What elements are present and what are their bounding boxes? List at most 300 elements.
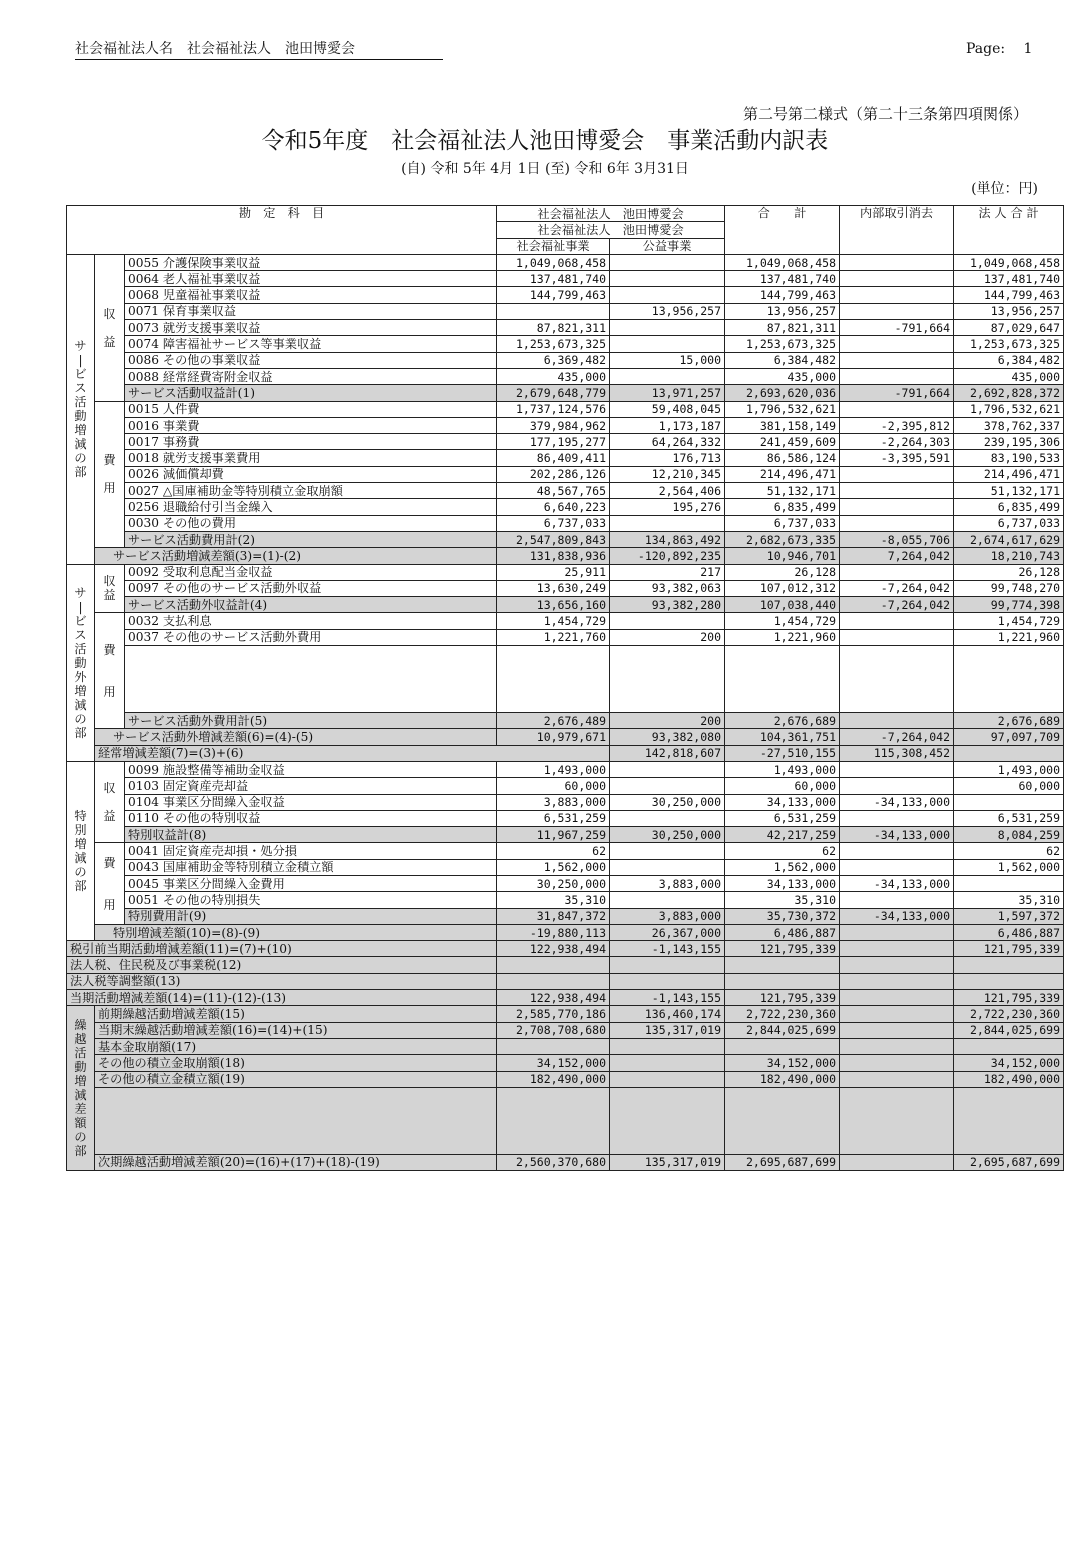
elimination-value bbox=[840, 629, 954, 645]
public-interest-value bbox=[610, 859, 725, 875]
row-label: サービス活動増減差額(3)=(1)-(2) bbox=[95, 548, 497, 564]
total-header: 合 計 bbox=[725, 206, 840, 255]
total-value: 214,496,471 bbox=[725, 466, 840, 482]
total-value: 381,158,149 bbox=[725, 417, 840, 433]
social-welfare-value: 87,821,311 bbox=[497, 320, 610, 336]
elimination-value bbox=[840, 843, 954, 859]
total-value: 87,821,311 bbox=[725, 320, 840, 336]
subsection-income: 収 益 bbox=[95, 761, 125, 842]
table-row bbox=[67, 794, 1064, 810]
total-value: 6,531,259 bbox=[725, 810, 840, 826]
social-welfare-value: 142,818,607 bbox=[610, 745, 725, 761]
subsection-income: 収 益 bbox=[95, 564, 125, 613]
total-value: 86,586,124 bbox=[725, 450, 840, 466]
public-interest-value: 217 bbox=[610, 564, 725, 580]
social-welfare-value: 60,000 bbox=[497, 778, 610, 794]
total-value: 115,308,452 bbox=[840, 745, 954, 761]
corporate-total-value bbox=[954, 1038, 1064, 1054]
public-interest-value bbox=[610, 957, 725, 973]
total-value: 107,038,440 bbox=[725, 597, 840, 613]
public-interest-value bbox=[610, 1071, 725, 1087]
public-interest-value: 176,713 bbox=[610, 450, 725, 466]
corporate-total-value bbox=[954, 875, 1064, 891]
public-interest-value bbox=[610, 778, 725, 794]
public-interest-value bbox=[610, 613, 725, 629]
corporate-total-value: 1,597,372 bbox=[954, 908, 1064, 924]
corporate-total-value: 121,795,339 bbox=[954, 990, 1064, 1006]
table-row bbox=[67, 1055, 1064, 1071]
total-value: 51,132,171 bbox=[725, 483, 840, 499]
elimination-value bbox=[840, 957, 954, 973]
header-row-1 bbox=[67, 206, 1064, 222]
total-value: 34,152,000 bbox=[725, 1055, 840, 1071]
row-label: 0027 △国庫補助金等特別積立金取崩額 bbox=[125, 483, 497, 499]
row-label: 0051 その他の特別損失 bbox=[125, 892, 497, 908]
table-row bbox=[67, 564, 1064, 580]
elimination-value bbox=[840, 713, 954, 729]
total-value: 107,012,312 bbox=[725, 580, 840, 596]
table-row bbox=[67, 434, 1064, 450]
corporate-total-value: 60,000 bbox=[954, 778, 1064, 794]
table-row bbox=[67, 745, 1064, 761]
public-interest-value: 13,956,257 bbox=[610, 303, 725, 319]
elimination-value: -7,264,042 bbox=[840, 597, 954, 613]
corporate-total-header: 法 人 合 計 bbox=[954, 206, 1064, 255]
public-interest-value bbox=[610, 973, 725, 989]
elimination-value bbox=[840, 1055, 954, 1071]
corporate-total-value: 2,722,230,360 bbox=[954, 1006, 1064, 1022]
row-label: 0086 その他の事業収益 bbox=[125, 352, 497, 368]
blank-cell bbox=[95, 1087, 497, 1154]
table-row bbox=[67, 254, 1064, 270]
social-welfare-value: 6,369,482 bbox=[497, 352, 610, 368]
corporate-total-value bbox=[954, 794, 1064, 810]
social-welfare-value: 31,847,372 bbox=[497, 908, 610, 924]
public-interest-value: -1,143,155 bbox=[610, 941, 725, 957]
total-value: 1,796,532,621 bbox=[725, 401, 840, 417]
row-label: 0099 施設整備等補助金収益 bbox=[125, 761, 497, 777]
table-row bbox=[67, 1154, 1064, 1170]
public-interest-value: 30,250,000 bbox=[610, 827, 725, 843]
elimination-value bbox=[840, 761, 954, 777]
row-label: 0068 児童福祉事業収益 bbox=[125, 287, 497, 303]
social-welfare-value bbox=[497, 957, 610, 973]
row-label: 次期繰越活動増減差額(20)=(16)+(17)+(18)-(19) bbox=[95, 1154, 497, 1170]
social-welfare-value bbox=[497, 973, 610, 989]
total-value: 104,361,751 bbox=[725, 729, 840, 745]
table-row bbox=[67, 401, 1064, 417]
table-row bbox=[67, 531, 1064, 547]
public-interest-value bbox=[610, 1055, 725, 1071]
elimination-value bbox=[840, 990, 954, 1006]
elimination-value bbox=[840, 1154, 954, 1170]
public-interest-value: 93,382,080 bbox=[610, 729, 725, 745]
social-welfare-value: 1,562,000 bbox=[497, 859, 610, 875]
row-label: 0018 就労支援事業費用 bbox=[125, 450, 497, 466]
row-label: 0088 経常経費寄附金収益 bbox=[125, 368, 497, 384]
corporate-total-value: 83,190,533 bbox=[954, 450, 1064, 466]
corporate-total-value: 8,084,259 bbox=[954, 827, 1064, 843]
public-interest-value: 59,408,045 bbox=[610, 401, 725, 417]
public-interest-value bbox=[610, 254, 725, 270]
table-row bbox=[67, 843, 1064, 859]
total-value: 34,133,000 bbox=[725, 875, 840, 891]
table-row bbox=[67, 973, 1064, 989]
total-value: 10,946,701 bbox=[725, 548, 840, 564]
elimination-value: -34,133,000 bbox=[840, 827, 954, 843]
corporate-total-value: 182,490,000 bbox=[954, 1071, 1064, 1087]
elimination-value bbox=[840, 1006, 954, 1022]
blank-cell bbox=[954, 646, 1064, 713]
social-welfare-value: 3,883,000 bbox=[497, 794, 610, 810]
social-welfare-value: 1,454,729 bbox=[497, 613, 610, 629]
row-label: 0043 国庫補助金等特別積立金積立額 bbox=[125, 859, 497, 875]
row-label: その他の積立金積立額(19) bbox=[95, 1071, 497, 1087]
table-row bbox=[67, 1071, 1064, 1087]
total-value bbox=[725, 957, 840, 973]
corporate-total-value: 26,128 bbox=[954, 564, 1064, 580]
elimination-value: -791,664 bbox=[840, 385, 954, 401]
elimination-value: -34,133,000 bbox=[840, 875, 954, 891]
corporate-total-value: 99,774,398 bbox=[954, 597, 1064, 613]
row-label: その他の積立金取崩額(18) bbox=[95, 1055, 497, 1071]
table-row bbox=[67, 385, 1064, 401]
elimination-value bbox=[840, 1022, 954, 1038]
elimination-value bbox=[840, 401, 954, 417]
blank-cell bbox=[497, 1087, 610, 1154]
subsection-expense: 費 用 bbox=[95, 843, 125, 924]
table-row bbox=[67, 368, 1064, 384]
row-label: 特別費用計(9) bbox=[125, 908, 497, 924]
blank-cell bbox=[610, 1087, 725, 1154]
total-value: 42,217,259 bbox=[725, 827, 840, 843]
social-welfare-value: 1,737,124,576 bbox=[497, 401, 610, 417]
public-interest-value: 134,863,492 bbox=[610, 531, 725, 547]
corporate-total-value: 99,748,270 bbox=[954, 580, 1064, 596]
row-label: 0041 固定資産売却損・処分損 bbox=[125, 843, 497, 859]
table-row bbox=[67, 271, 1064, 287]
public-interest-value: -27,510,155 bbox=[725, 745, 840, 761]
elimination-value bbox=[840, 778, 954, 794]
elimination-value bbox=[840, 613, 954, 629]
elimination-header: 内部取引消去 bbox=[840, 206, 954, 255]
total-value: 2,722,230,360 bbox=[725, 1006, 840, 1022]
account-header: 勘 定 科 目 bbox=[67, 206, 497, 255]
corporate-total-value: 1,253,673,325 bbox=[954, 336, 1064, 352]
table-row bbox=[67, 597, 1064, 613]
corporate-total-value: 378,762,337 bbox=[954, 417, 1064, 433]
group-header: 社会福祉法人 池田博愛会 bbox=[497, 206, 725, 222]
table-row bbox=[67, 580, 1064, 596]
row-label: 法人税等調整額(13) bbox=[67, 973, 497, 989]
total-value: 1,454,729 bbox=[725, 613, 840, 629]
corporate-total-value: 34,152,000 bbox=[954, 1055, 1064, 1071]
social-welfare-value: -19,880,113 bbox=[497, 924, 610, 940]
table-row bbox=[67, 957, 1064, 973]
table-row bbox=[67, 303, 1064, 319]
row-label: 0017 事務費 bbox=[125, 434, 497, 450]
row-label: 0073 就労支援事業収益 bbox=[125, 320, 497, 336]
total-value: 62 bbox=[725, 843, 840, 859]
social-welfare-value: 11,967,259 bbox=[497, 827, 610, 843]
total-value: 1,253,673,325 bbox=[725, 336, 840, 352]
corporate-total-value: 18,210,743 bbox=[954, 548, 1064, 564]
fiscal-period: (自) 令和 5年 4月 1日 (至) 令和 6年 3月31日 bbox=[401, 161, 689, 177]
table-row bbox=[67, 515, 1064, 531]
row-label: 0037 その他のサービス活動外費用 bbox=[125, 629, 497, 645]
row-label: 0032 支払利息 bbox=[125, 613, 497, 629]
corporate-total-value: 62 bbox=[954, 843, 1064, 859]
public-interest-value: 200 bbox=[610, 629, 725, 645]
table-row bbox=[67, 810, 1064, 826]
row-label: 0097 その他のサービス活動外収益 bbox=[125, 580, 497, 596]
row-label: 税引前当期活動増減差額(11)=(7)+(10) bbox=[67, 941, 497, 957]
public-interest-value: 3,883,000 bbox=[610, 908, 725, 924]
table-row bbox=[67, 629, 1064, 645]
elimination-value: -791,664 bbox=[840, 320, 954, 336]
total-value: 6,737,033 bbox=[725, 515, 840, 531]
row-label: 0110 その他の特別収益 bbox=[125, 810, 497, 826]
total-value: 137,481,740 bbox=[725, 271, 840, 287]
elimination-value: 7,264,042 bbox=[840, 548, 954, 564]
total-value: 241,459,609 bbox=[725, 434, 840, 450]
social-welfare-value: 10,979,671 bbox=[497, 729, 610, 745]
total-value: 1,049,068,458 bbox=[725, 254, 840, 270]
elimination-value: -2,264,303 bbox=[840, 434, 954, 450]
public-interest-value bbox=[610, 810, 725, 826]
elimination-value bbox=[840, 303, 954, 319]
row-label: 当期末繰越活動増減差額(16)=(14)+(15) bbox=[95, 1022, 497, 1038]
elimination-value bbox=[840, 254, 954, 270]
elimination-value: -7,264,042 bbox=[840, 580, 954, 596]
corporate-total-value: 1,562,000 bbox=[954, 859, 1064, 875]
page-number: Page: 1 bbox=[966, 41, 1033, 57]
table-row bbox=[67, 761, 1064, 777]
total-value: 60,000 bbox=[725, 778, 840, 794]
social-welfare-value: 2,560,370,680 bbox=[497, 1154, 610, 1170]
social-welfare-value: 1,221,760 bbox=[497, 629, 610, 645]
corporate-total-value: 87,029,647 bbox=[954, 320, 1064, 336]
corporate-total-value bbox=[954, 957, 1064, 973]
section-special: 特 別 増 減 の 部 bbox=[67, 761, 95, 940]
public-interest-value: 30,250,000 bbox=[610, 794, 725, 810]
corporate-total-value: 6,835,499 bbox=[954, 499, 1064, 515]
row-label: 0030 その他の費用 bbox=[125, 515, 497, 531]
row-label: 0055 介護保険事業収益 bbox=[125, 254, 497, 270]
elimination-value bbox=[840, 859, 954, 875]
corporate-total-value: 137,481,740 bbox=[954, 271, 1064, 287]
corporate-total-value: 6,486,887 bbox=[954, 924, 1064, 940]
public-interest-value: 2,564,406 bbox=[610, 483, 725, 499]
row-label: 特別収益計(8) bbox=[125, 827, 497, 843]
social-welfare-value: 122,938,494 bbox=[497, 941, 610, 957]
social-welfare-value: 379,984,962 bbox=[497, 417, 610, 433]
public-interest-value bbox=[610, 892, 725, 908]
elimination-value bbox=[840, 892, 954, 908]
total-value: 2,682,673,335 bbox=[725, 531, 840, 547]
elimination-value bbox=[840, 499, 954, 515]
table-row bbox=[67, 859, 1064, 875]
social-welfare-value: 13,630,249 bbox=[497, 580, 610, 596]
public-interest-value bbox=[610, 336, 725, 352]
public-interest-header: 公益事業 bbox=[610, 238, 725, 254]
table-row bbox=[67, 875, 1064, 891]
row-label: サービス活動外増減差額(6)=(4)-(5) bbox=[95, 729, 497, 745]
corporate-total-value: 2,695,687,699 bbox=[954, 1154, 1064, 1170]
public-interest-value: 93,382,063 bbox=[610, 580, 725, 596]
corporate-total-value: 1,049,068,458 bbox=[954, 254, 1064, 270]
total-value: 2,693,620,036 bbox=[725, 385, 840, 401]
blank-cell bbox=[610, 646, 725, 713]
table-row bbox=[67, 450, 1064, 466]
row-label: 基本金取崩額(17) bbox=[95, 1038, 497, 1054]
total-value: 435,000 bbox=[725, 368, 840, 384]
social-welfare-value bbox=[497, 303, 610, 319]
total-value bbox=[725, 973, 840, 989]
social-welfare-value: 1,049,068,458 bbox=[497, 254, 610, 270]
blank-row bbox=[67, 646, 1064, 713]
table-row bbox=[67, 778, 1064, 794]
corporate-total-value: 2,692,828,372 bbox=[954, 385, 1064, 401]
social-welfare-value: 177,195,277 bbox=[497, 434, 610, 450]
public-interest-value: 136,460,174 bbox=[610, 1006, 725, 1022]
social-welfare-value: 35,310 bbox=[497, 892, 610, 908]
corporate-total-value: 13,956,257 bbox=[954, 303, 1064, 319]
corporate-total-value: 6,737,033 bbox=[954, 515, 1064, 531]
blank-cell bbox=[497, 646, 610, 713]
blank-cell bbox=[840, 646, 954, 713]
elimination-value: -8,055,706 bbox=[840, 531, 954, 547]
elimination-value bbox=[840, 466, 954, 482]
social-welfare-value: 2,676,489 bbox=[497, 713, 610, 729]
total-value: 26,128 bbox=[725, 564, 840, 580]
total-value: 2,844,025,699 bbox=[725, 1022, 840, 1038]
unit-label: (単位：円) bbox=[971, 181, 1038, 197]
table-row bbox=[67, 287, 1064, 303]
elimination-value bbox=[840, 287, 954, 303]
row-label: 0103 固定資産売却益 bbox=[125, 778, 497, 794]
blank-cell bbox=[125, 646, 497, 713]
table-row bbox=[67, 1006, 1064, 1022]
blank-cell bbox=[840, 1087, 954, 1154]
elimination-value bbox=[840, 1071, 954, 1087]
table-row bbox=[67, 499, 1064, 515]
elimination-value bbox=[840, 271, 954, 287]
row-label: 0256 退職給付引当金繰入 bbox=[125, 499, 497, 515]
row-label: 前期繰越活動増減差額(15) bbox=[95, 1006, 497, 1022]
table-row bbox=[67, 729, 1064, 745]
blank-cell bbox=[725, 646, 840, 713]
public-interest-value bbox=[610, 368, 725, 384]
row-label: サービス活動外収益計(4) bbox=[125, 597, 497, 613]
row-label: 法人税、住民税及び事業税(12) bbox=[67, 957, 497, 973]
row-label: 0064 老人福祉事業収益 bbox=[125, 271, 497, 287]
corporate-total-value bbox=[954, 973, 1064, 989]
corporate-total-value: 121,795,339 bbox=[954, 941, 1064, 957]
elimination-value bbox=[840, 564, 954, 580]
row-label: 0015 人件費 bbox=[125, 401, 497, 417]
social-welfare-value: 2,585,770,186 bbox=[497, 1006, 610, 1022]
social-welfare-value: 1,493,000 bbox=[497, 761, 610, 777]
row-label: 当期活動増減差額(14)=(11)-(12)-(13) bbox=[67, 990, 497, 1006]
row-label: 0092 受取利息配当金収益 bbox=[125, 564, 497, 580]
public-interest-value bbox=[610, 271, 725, 287]
elimination-value bbox=[840, 941, 954, 957]
table-row bbox=[67, 924, 1064, 940]
row-label: 特別増減差額(10)=(8)-(9) bbox=[95, 924, 497, 940]
social-welfare-value: 131,838,936 bbox=[497, 548, 610, 564]
row-label: 0045 事業区分間繰入金費用 bbox=[125, 875, 497, 891]
elimination-value bbox=[840, 973, 954, 989]
social-welfare-value: 6,640,223 bbox=[497, 499, 610, 515]
social-welfare-value: 122,938,494 bbox=[497, 990, 610, 1006]
total-value: 2,695,687,699 bbox=[725, 1154, 840, 1170]
elimination-value: -7,264,042 bbox=[840, 729, 954, 745]
group-subheader: 社会福祉法人 池田博愛会 bbox=[497, 222, 725, 238]
row-label: 0074 障害福祉サービス等事業収益 bbox=[125, 336, 497, 352]
corporate-total-value: 1,454,729 bbox=[954, 613, 1064, 629]
corporate-total-value: 214,496,471 bbox=[954, 466, 1064, 482]
total-value: 1,562,000 bbox=[725, 859, 840, 875]
table-row bbox=[67, 941, 1064, 957]
elimination-value bbox=[840, 336, 954, 352]
social-welfare-header: 社会福祉事業 bbox=[497, 238, 610, 254]
table-row bbox=[67, 336, 1064, 352]
elimination-value bbox=[840, 368, 954, 384]
total-value: 34,133,000 bbox=[725, 794, 840, 810]
page-title: 令和5年度 社会福祉法人池田博愛会 事業活動内訳表 bbox=[261, 128, 829, 154]
total-value: 144,799,463 bbox=[725, 287, 840, 303]
total-value: 121,795,339 bbox=[725, 941, 840, 957]
total-value: 13,956,257 bbox=[725, 303, 840, 319]
public-interest-value bbox=[610, 287, 725, 303]
public-interest-value: 15,000 bbox=[610, 352, 725, 368]
form-number: 第二号第二様式（第二十三条第四項関係） bbox=[742, 105, 1028, 123]
corporate-total-value: 6,384,482 bbox=[954, 352, 1064, 368]
row-label: サービス活動外費用計(5) bbox=[125, 713, 497, 729]
row-label: 0026 減価償却費 bbox=[125, 466, 497, 482]
table-row bbox=[67, 892, 1064, 908]
row-label: 0071 保育事業収益 bbox=[125, 303, 497, 319]
social-welfare-value: 13,656,160 bbox=[497, 597, 610, 613]
public-interest-value bbox=[610, 1038, 725, 1054]
public-interest-value: 200 bbox=[610, 713, 725, 729]
table-row bbox=[67, 417, 1064, 433]
subsection-expense: 費 用 bbox=[95, 401, 125, 548]
total-value: 121,795,339 bbox=[725, 990, 840, 1006]
public-interest-value: 1,173,187 bbox=[610, 417, 725, 433]
elimination-value: -34,133,000 bbox=[840, 794, 954, 810]
social-welfare-value: 1,253,673,325 bbox=[497, 336, 610, 352]
corporate-total-value: 2,674,617,629 bbox=[954, 531, 1064, 547]
total-value bbox=[725, 1038, 840, 1054]
elimination-value: -2,395,812 bbox=[840, 417, 954, 433]
social-welfare-value: 137,481,740 bbox=[497, 271, 610, 287]
blank-cell bbox=[725, 1087, 840, 1154]
table-row bbox=[67, 548, 1064, 564]
elimination-value: -3,395,591 bbox=[840, 450, 954, 466]
blank-row bbox=[67, 1087, 1064, 1154]
social-welfare-value: 86,409,411 bbox=[497, 450, 610, 466]
social-welfare-value: 144,799,463 bbox=[497, 287, 610, 303]
social-welfare-value: 6,531,259 bbox=[497, 810, 610, 826]
elimination-value bbox=[840, 1038, 954, 1054]
public-interest-value: -1,143,155 bbox=[610, 990, 725, 1006]
total-value: 35,730,372 bbox=[725, 908, 840, 924]
row-label: サービス活動費用計(2) bbox=[125, 531, 497, 547]
elimination-value bbox=[954, 745, 1064, 761]
total-value: 6,486,887 bbox=[725, 924, 840, 940]
